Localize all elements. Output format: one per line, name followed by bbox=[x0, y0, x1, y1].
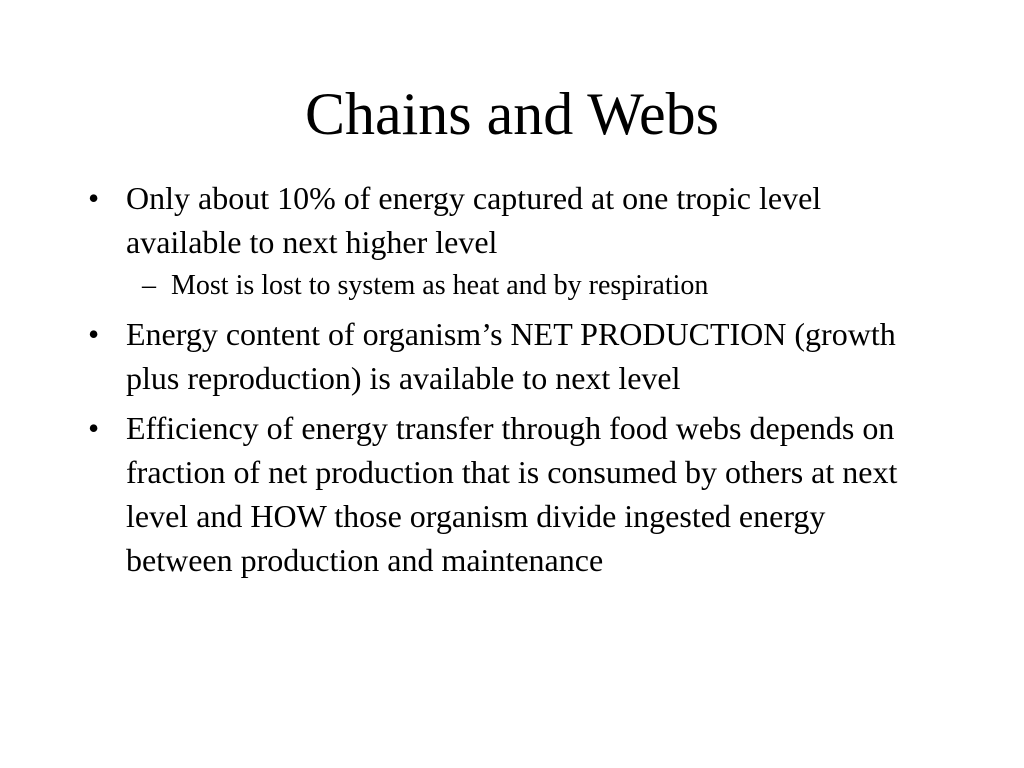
bullet-text-2: Energy content of organism’s NET PRODUCTION (growth plus reproduction) is available to next level bbox=[126, 316, 896, 396]
bullet-text-3: Efficiency of energy transfer through food webs depends on fraction of net production that is consumed by others at next level and HOW those organism divide ingested energy between production and maintenance bbox=[126, 410, 898, 578]
bullet-item-2 bbox=[86, 312, 936, 400]
bullet-marker: • bbox=[88, 180, 100, 216]
bullet-item-1 bbox=[86, 176, 936, 304]
sub-bullet-list bbox=[126, 268, 936, 304]
slide-title: Chains and Webs bbox=[304, 81, 720, 147]
sub-bullet-text-1: Most is lost to system as heat and by respiration bbox=[171, 270, 709, 301]
sub-bullet-marker: – bbox=[142, 270, 156, 301]
bullet-list bbox=[86, 176, 936, 588]
sub-bullet-item-1 bbox=[126, 268, 936, 304]
bullet-marker: • bbox=[88, 410, 100, 446]
bullet-item-3 bbox=[86, 406, 936, 582]
bullet-marker: • bbox=[88, 316, 100, 352]
bullet-text-1: Only about 10% of energy captured at one tropic level available to next higher level bbox=[126, 180, 822, 260]
